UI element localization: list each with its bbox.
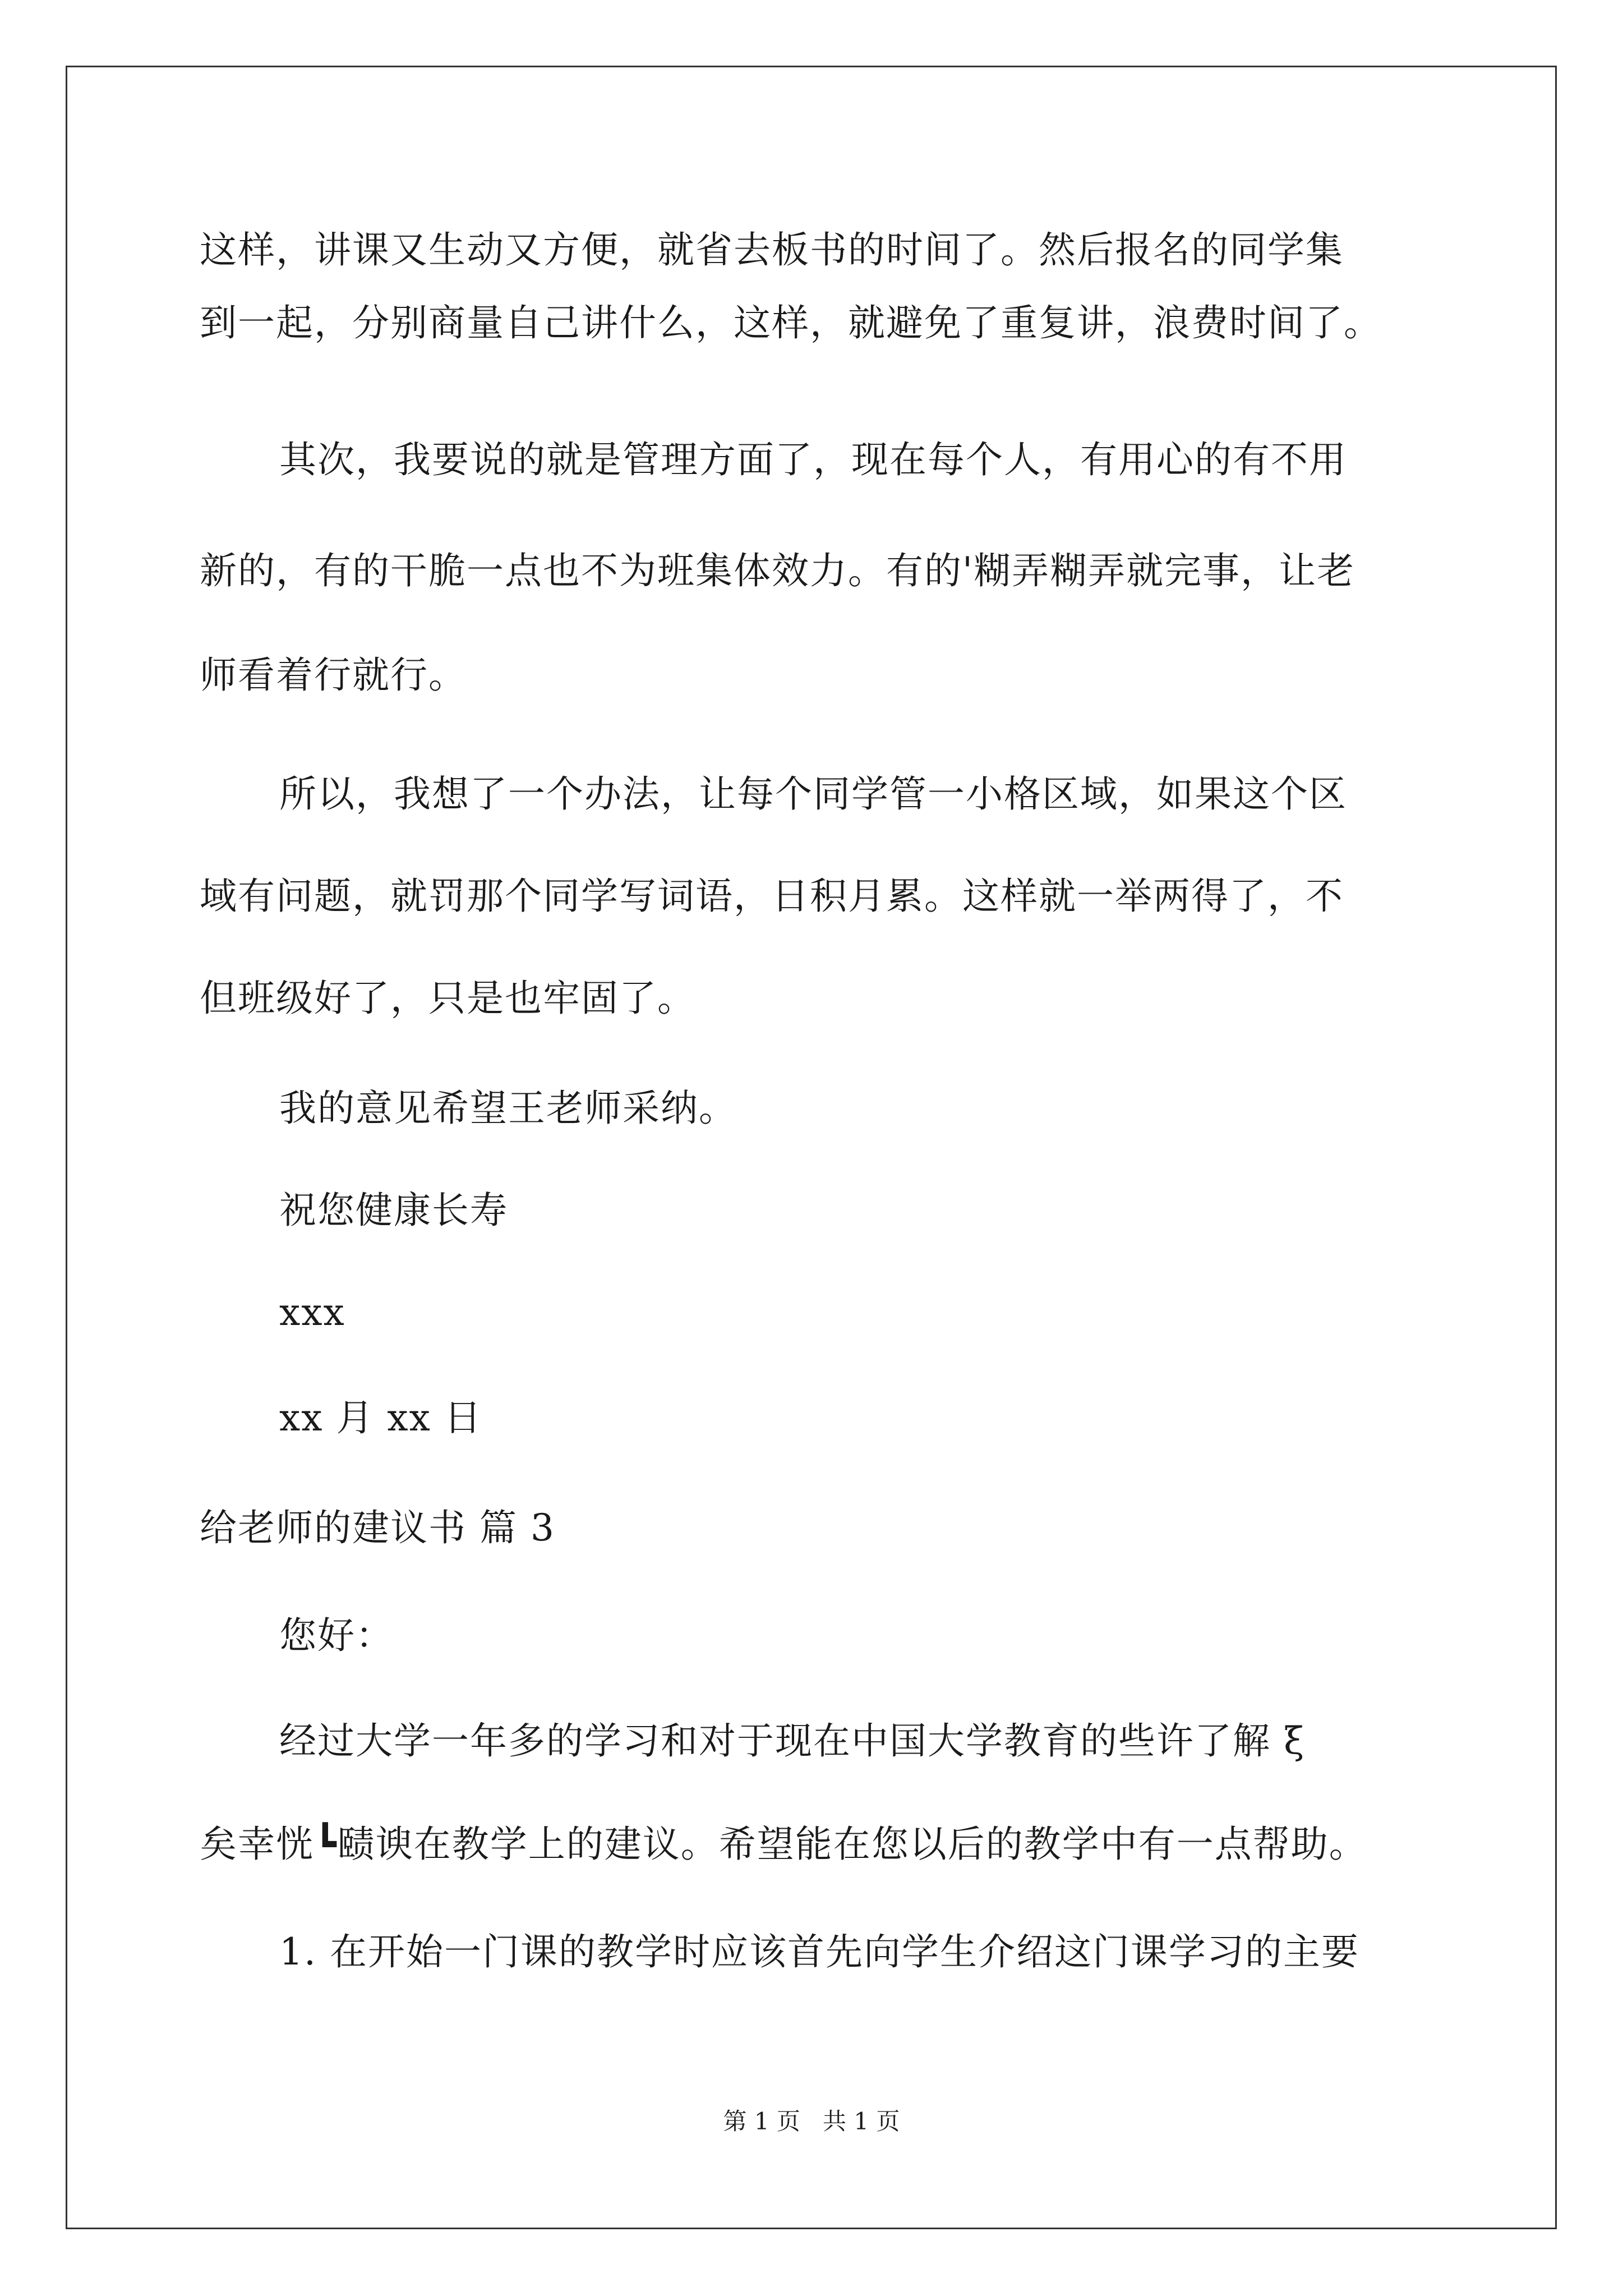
text-line: 祝您健康长寿 xyxy=(279,1189,508,1232)
text-line: xxx xyxy=(279,1291,345,1334)
text-line: 这样，讲课又生动又方便，就省去板书的时间了。然后报名的同学集 xyxy=(200,228,1344,272)
text-line: 但班级好了，只是也牢固了。 xyxy=(200,977,695,1020)
text-line: 其次，我要说的就是管理方面了，现在每个人，有用心的有不用 xyxy=(279,438,1347,481)
text-line: 经过大学一年多的学习和对于现在中国大学教育的些许了解 ξ xyxy=(279,1719,1306,1763)
text-line: 师看着行就行。 xyxy=(200,654,467,697)
text-line: 我的意见希望王老师采纳。 xyxy=(279,1087,737,1130)
text-line: 到一起，分别商量自己讲什么，这样，就避免了重复讲，浪费时间了。 xyxy=(200,301,1382,344)
text-line: 所以，我想了一个办法，让每个同学管一小格区域，如果这个区 xyxy=(279,772,1347,816)
text-line: 1. 在开始一门课的教学时应该首先向学生介绍这门课学习的主要 xyxy=(279,1930,1359,1973)
page-footer: 第 1 页 共 1 页 xyxy=(723,2108,900,2135)
text-line: 您好： xyxy=(279,1614,394,1657)
text-line: 矣幸恍┗赜谀在教学上的建议。希望能在您以后的教学中有一点帮助。 xyxy=(200,1823,1367,1866)
page-border xyxy=(66,66,1557,2229)
section-heading: 给老师的建议书 篇 3 xyxy=(200,1506,555,1549)
text-line: 域有问题，就罚那个同学写词语，日积月累。这样就一举两得了，不 xyxy=(200,875,1344,918)
text-line: 新的，有的干脆一点也不为班集体效力。有的'糊弄糊弄就完事，让老 xyxy=(200,549,1355,592)
text-line: xx 月 xx 日 xyxy=(279,1396,482,1439)
